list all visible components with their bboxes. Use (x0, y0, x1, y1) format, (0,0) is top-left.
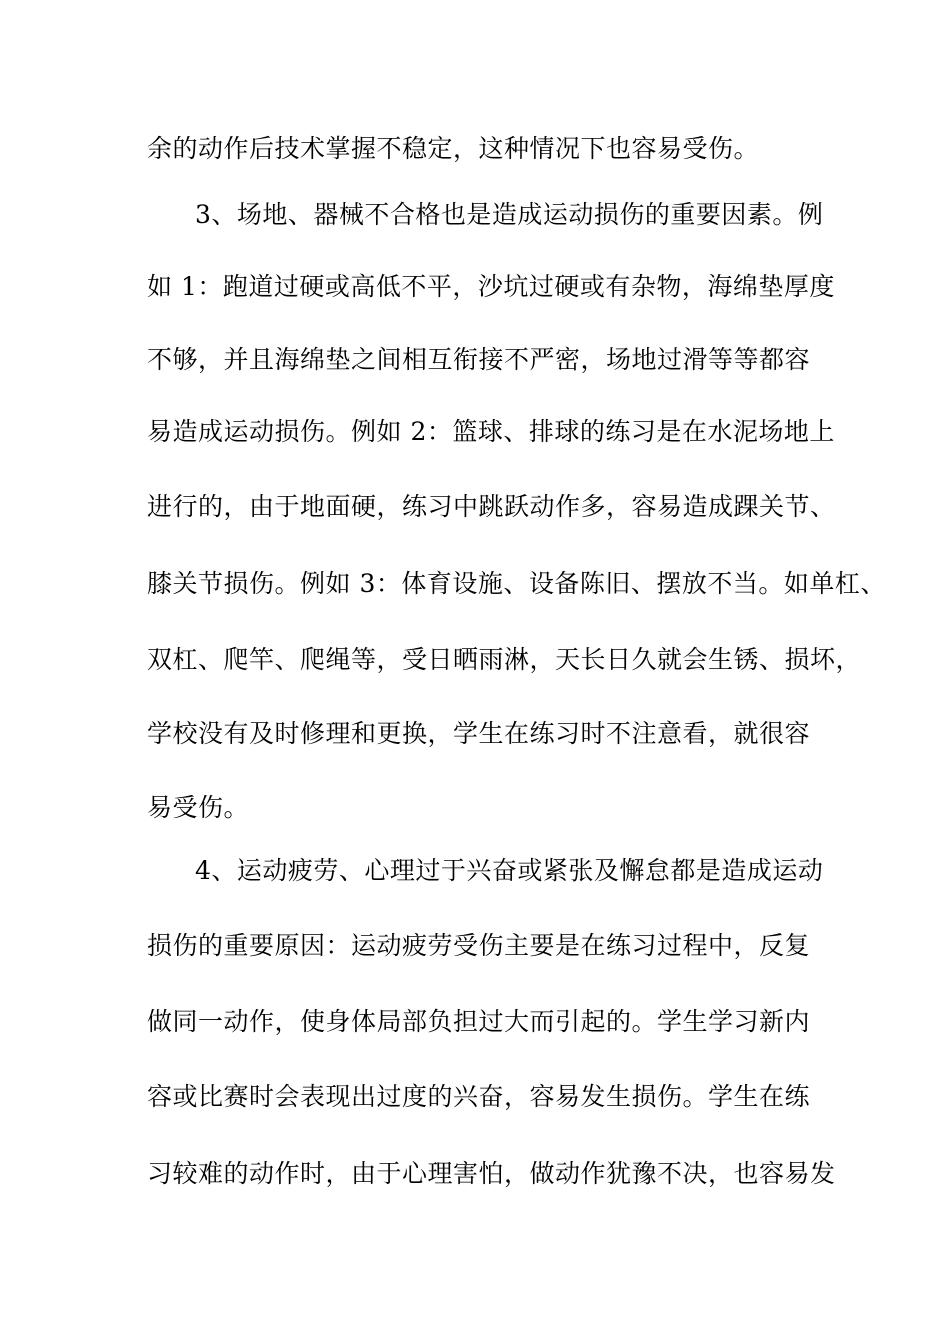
text-line-6: 进行的，由于地面硬，练习中跳跃动作多，容易造成踝关节、 (147, 492, 836, 521)
text-line-12: 损伤的重要原因：运动疲劳受伤主要是在练习过程中，反复 (147, 931, 811, 960)
text-line-4: 不够，并且海绵垫之间相互衔接不严密，场地过滑等等都容 (147, 345, 811, 374)
text-line-7: 膝关节损伤。例如 3：体育设施、设备陈旧、摆放不当。如单杠、 (147, 569, 886, 598)
text-line-9: 学校没有及时修理和更换，学生在练习时不注意看，就很容 (147, 719, 811, 748)
text-line-15: 习较难的动作时，由于心理害怕，做动作犹豫不决，也容易发 (147, 1159, 836, 1188)
text-line-5: 易造成运动损伤。例如 2：篮球、排球的练习是在水泥场地上 (147, 417, 835, 446)
text-line-10: 易受伤。 (147, 793, 250, 822)
paragraph-4-first-line: 4、运动疲劳、心理过于兴奋或紧张及懈怠都是造成运动 (195, 856, 824, 885)
paragraph-3-first-line: 3、场地、器械不合格也是造成运动损伤的重要因素。例 (195, 200, 824, 229)
text-line-13: 做同一动作，使身体局部负担过大而引起的。学生学习新内 (147, 1007, 811, 1036)
text-line-8: 双杠、爬竿、爬绳等，受日晒雨淋，天长日久就会生锈、损坏， (147, 645, 862, 674)
text-line-14: 容或比赛时会表现出过度的兴奋，容易发生损伤。学生在练 (147, 1082, 811, 1111)
text-line-3: 如 1：跑道过硬或高低不平，沙坑过硬或有杂物，海绵垫厚度 (147, 272, 835, 301)
text-line-1: 余的动作后技术掌握不稳定，这种情况下也容易受伤。 (147, 134, 760, 163)
